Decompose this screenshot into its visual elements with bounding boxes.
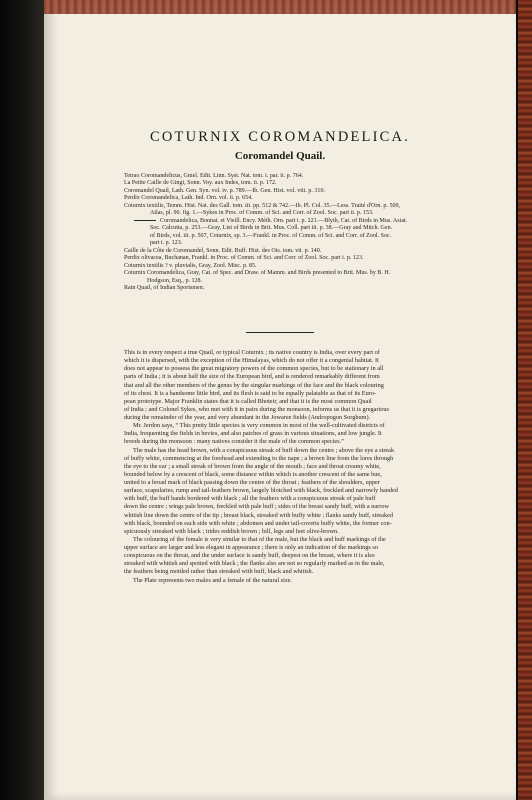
- synonym-line: Soc. Calcutta, p. 253.—Gray, List of Birds in Brit. Mus. Coll. part iii. p. 38.—Gray and Mitch. Gen.: [150, 225, 393, 232]
- body-line: of India ; and Colonel Sykes, who met with it in pairs during the monsoon, informs us that it is gregarious: [124, 405, 389, 413]
- body-line: does not appear to possess the great migratory powers of the common species, but to be stationary in all: [124, 365, 384, 373]
- body-line: bounded below by a crescent of black, some distance within which is another crescent of the same hue,: [124, 470, 382, 478]
- synonym-line: Caille de la Côte de Coromandel, Sonn. Edit. Buff. Hist. des Ois. tom. vii. p. 140.: [124, 247, 322, 254]
- synonymy-list: [124, 173, 516, 293]
- body-line: parts of India ; it is about half the size of the European bird, and is rendered remarkably different from: [124, 373, 380, 381]
- body-line: whitish line down the centre of the tip ; breast black, streaked with buffy white ; flanks sandy buff, streaked: [124, 511, 393, 519]
- body-line: down the centre ; wings pale brown, freckled with pale buff ; sides of the breast sandy buff, with a narrow: [124, 503, 389, 511]
- synonym-line: of Birds, vol. iii. p. 507, Coturnix, sp. 3.—Frankl. in Proc. of Comm. of Sci. and Corr. of Zool. Soc.: [150, 232, 392, 239]
- page-top-edge: [44, 0, 516, 14]
- body-line: Mr. Jerdon says, “ This pretty little species is very common in most of the well-cultivated districts of: [133, 422, 385, 430]
- common-name-subtitle: Coromandel Quail.: [234, 150, 326, 162]
- synonym-line: Coturnix textilis ? v. pluvialis, Gray, Zool. Misc. p. 85.: [124, 262, 257, 269]
- book-spine-edge: [518, 0, 532, 800]
- synonym-line: Hodgson, Esq., p. 128.: [147, 277, 203, 284]
- body-line: during the remainder of the year, and very abundant in the Jowaree fields (Andropogon Sorghum).: [124, 414, 371, 421]
- synonym-line: Perdix olivacea, Buchanan, Frankl. in Proc. of Comm. of Sci. and Corr. of Zool. Soc. part i. p. 123.: [124, 255, 364, 262]
- synonym-line: Atlas, pl. 90. fig. 1.—Sykes in Proc. of Comm. of Sci. and Corr. of Zool. Soc. part ii. p. 153.: [150, 210, 374, 217]
- synonym-line: La Petite Caille de Gingi, Sonn. Voy. aux Indes, tom. ii. p. 172.: [124, 180, 277, 187]
- body-line: The male has the head brown, with a conspicuous streak of buff down the centre ; above the eye a streak: [133, 446, 395, 454]
- body-line: the feathers being mottled rather than streaked with buff, black and whitish.: [124, 568, 314, 576]
- species-title: COTURNIX COROMANDELICA.: [149, 129, 411, 145]
- ditto-dash: [134, 220, 156, 221]
- body-line: The Plate represents two males and a female of the natural size.: [133, 576, 292, 584]
- synonym-line: Coturnix Coromandelica, Gray, Cat. of Spec. and Draw. of Mamm. and Birds presented to Brit. Mus. by B. H.: [124, 270, 391, 277]
- body-line: India, frequenting the fields in bevies, and also patches of grass in various situations, and low jungle. It: [124, 430, 382, 438]
- book-page: [44, 0, 516, 800]
- body-line: spicuously streaked with black ; irides reddish brown ; bill, legs and feet olive-brown.: [124, 527, 339, 535]
- synonym-line: Tetrao Coromandelicus, Gmel. Edit. Linn. Syst. Nat. tom. i. par. ii. p. 764.: [124, 173, 304, 179]
- body-line: united to a broad mark of black passing down the centre of the throat ; feathers of the shoulders, upper: [124, 479, 380, 486]
- body-line: pean prototype. Major Franklin states that it is called Bhoteir, and that it is the most common Quail: [124, 397, 372, 405]
- body-line: with black, bounded on each side with white ; abdomen and under tail-coverts buffy white, the former con-: [124, 519, 392, 527]
- body-text: [124, 349, 516, 585]
- body-line: of its chest. It is a handsome little bird, and its flesh is said to be equally palatable as that of its Euro-: [124, 389, 377, 397]
- body-line: the eye to the ear ; a small streak of brown from the angle of the mouth ; face and throat creamy white,: [124, 462, 381, 470]
- body-line: conspicuous on the throat, and the under surface is sandy buff, deepest on the breast, where it is also: [124, 552, 375, 560]
- body-line: of buffy white, commencing at the forehead and extending to the nape ; a brown line from the lores through: [124, 454, 394, 462]
- synonym-line: Coturnix textilis, Temm. Hist. Nat. des Gall. tom. iii. pp. 512 & 742.—Ib. Pl. Col. 35.—Less. Traité d'Orn. p. 509,: [124, 202, 401, 209]
- body-line: The colouring of the female is very similar to that of the male, but the black and buff markings of the: [133, 535, 386, 543]
- synonym-text: Coromandelica, Bonnat. et Vieill. Ency. Méth. Orn. part i. p. 221.—Blyth, Cat. of Birds in Mus. Asiat.: [160, 217, 408, 224]
- body-line: streaked with whitish and spotted with black ; the flanks also are not so regularly marked as in the male,: [124, 560, 385, 568]
- synonym-line: Coromandel Quail, Lath. Gen. Syn. vol. iv. p. 789.—Ib. Gen. Hist. vol. viii. p. 310.: [124, 187, 325, 194]
- body-line: that and all the other members of the genus by the singular markings of the face and the black colouring: [124, 381, 384, 389]
- synonym-line: Rain Quail, of Indian Sportsmen.: [124, 285, 205, 292]
- body-line: This is in every respect a true Quail, or typical Coturnix ; its native country is India, over every part of: [124, 349, 380, 356]
- body-line: upper surface are larger and less elegant in appearance ; there is only an indication of the markings so: [124, 544, 378, 551]
- synonym-line: part i. p. 123.: [150, 240, 183, 247]
- section-divider: [246, 332, 314, 333]
- synonym-line: Perdix Coromandelica, Lath. Ind. Orn. vol. ii. p. 654.: [124, 195, 253, 202]
- body-line: breeds during the monsoon : many natives consider it the male of the common species.”: [124, 438, 344, 446]
- book-gutter: [0, 0, 44, 800]
- body-line: which it is dispersed, with the exception of the Himalayas, which do not offer it a congenial habitat. It: [124, 357, 379, 365]
- body-line: with buff, the buff bands bordered with black ; all the feathers with a conspicuous streak of pale buff: [124, 495, 376, 503]
- body-line: surface, scapularies, rump and tail-feathers brown, largely blotched with black, freckled and narrowly banded: [124, 487, 398, 495]
